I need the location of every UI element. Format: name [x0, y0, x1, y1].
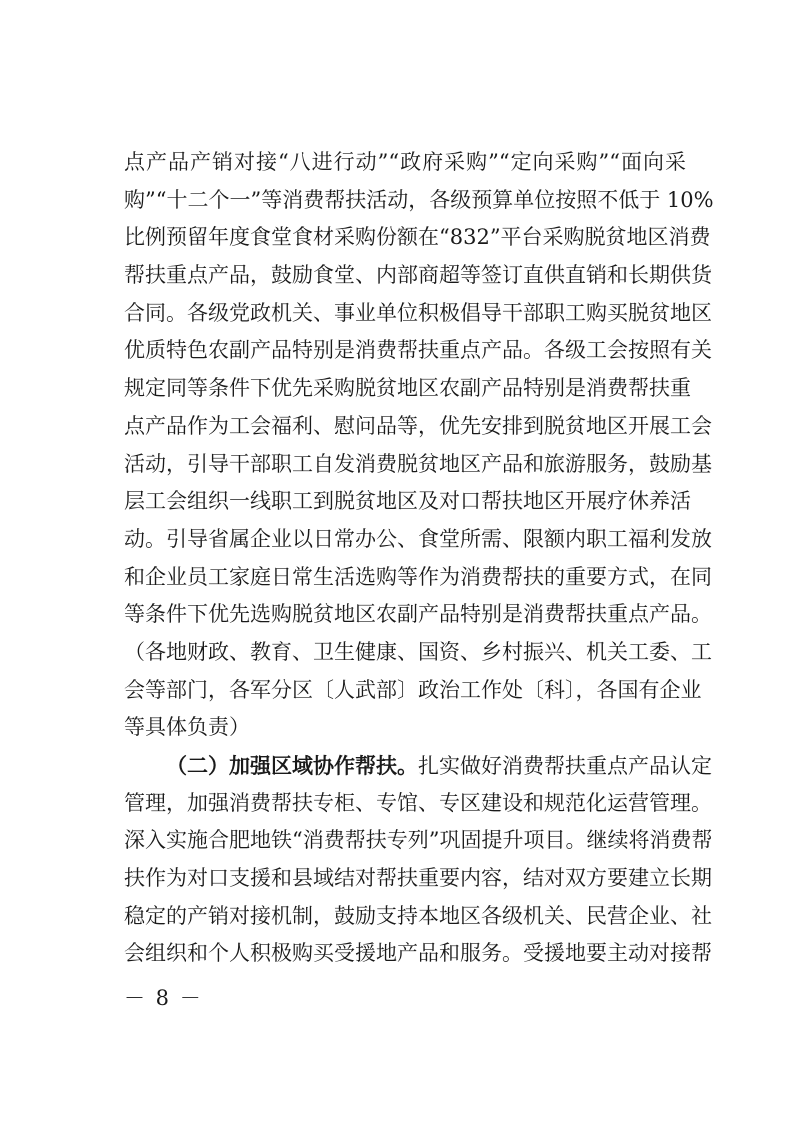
text-line: 扶作为对口支援和县域结对帮扶重要内容，结对双方要建立长期 — [124, 866, 712, 891]
body-text — [124, 144, 714, 973]
text-line: 会等部门，各军分区〔人武部〕政治工作处〔科〕，各国有企业 — [124, 677, 702, 702]
text-line: 层工会组织一线职工到脱贫地区及对口帮扶地区开展疗休养活 — [124, 489, 691, 514]
text-line: 动。引导省属企业以日常办公、食堂所需、限额内职工福利发放 — [124, 526, 712, 551]
text-line: 等具体负责） — [124, 715, 250, 740]
page-number: － 8 － — [124, 986, 203, 1010]
text-line: 点产品作为工会福利、慰问品等，优先安排到脱贫地区开展工会 — [124, 413, 712, 438]
text-line: 点产品产销对接“八进行动”“政府采购”“定向采购”“面向采 — [124, 150, 686, 174]
section-heading-continuation: 扎实做好消费帮扶重点产品认定 — [418, 754, 712, 778]
text-line: 规定同等条件下优先采购脱贫地区农副产品特别是消费帮扶重 — [124, 376, 691, 401]
text-line: 比例预留年度食堂食材采购份额在“832”平台采购脱贫地区消费 — [124, 225, 711, 250]
text-line: （各地财政、教育、卫生健康、国资、乡村振兴、机关工委、工 — [124, 639, 712, 664]
section-heading: （二）加强区域协作帮扶。 — [166, 753, 418, 778]
text-line: 深入实施合肥地铁“消费帮扶专列”巩固提升项目。继续将消费帮 — [124, 828, 713, 853]
text-line: 等条件下优先选购脱贫地区农副产品特别是消费帮扶重点产品。 — [124, 602, 712, 627]
text-line: 购”“十二个一”等消费帮扶活动，各级预算单位按照不低于 10% — [124, 187, 714, 212]
text-line: 会组织和个人积极购买受援地产品和服务。受援地要主动对接帮 — [124, 941, 712, 966]
text-line: 优质特色农副产品特别是消费帮扶重点产品。各级工会按照有关 — [124, 338, 712, 363]
text-line: 和企业员工家庭日常生活选购等作为消费帮扶的重要方式，在同 — [124, 564, 712, 589]
text-line: 帮扶重点产品，鼓励食堂、内部商超等签订直供直销和长期供货 — [124, 263, 712, 288]
text-line: 合同。各级党政机关、事业单位积极倡导干部职工购买脱贫地区 — [124, 300, 712, 325]
text-line: 稳定的产销对接机制，鼓励支持本地区各级机关、民营企业、社 — [124, 903, 712, 928]
text-line: 活动，引导干部职工自发消费脱贫地区产品和旅游服务，鼓励基 — [124, 451, 712, 476]
text-line: 管理，加强消费帮扶专柜、专馆、专区建设和规范化运营管理。 — [124, 790, 712, 815]
section-heading-line — [124, 747, 712, 785]
